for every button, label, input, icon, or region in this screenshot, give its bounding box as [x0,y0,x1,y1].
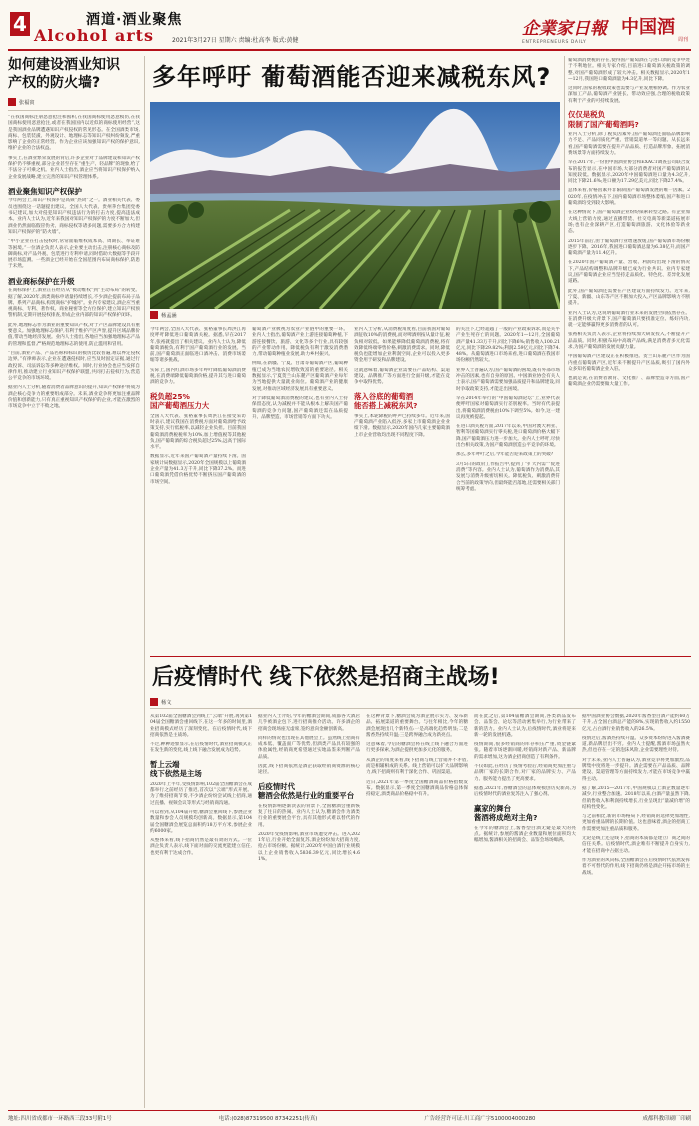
article1-col1 [150,327,246,652]
article-para: 作为酒业的风向标,全国糖酒会在后疫情时代依然发挥着不可替代的作用,线下招商仍将是酒企开拓市场的主战场。 [582,857,690,876]
page-number: 4 [13,12,27,36]
paper-logo [522,14,616,44]
article-para: 早在2014年举行的“中国葡萄酒论坛”上,业界代表便呼吁国家对葡萄酒实行差别税率。当时有代表提出,将葡萄酒消费税由10%下调至5%。如今,这一建议再度被提起。 [456,395,560,420]
article-para: 2020年受疫情影响,酒业市场遭受冲击。进入2021年后,行业开始全面复苏,酒企纷纷加大招商力度,抢占市场份额。据统计,2020年中国白酒行业规模以上企业销售收入5836.39亿元,同比增长4.61%。 [258,831,360,863]
sidebar-para: 事实上,在酒业繁荣发展的背后,许多企业对于品牌建设和知识产权保护仍不够重视,部分企业甚至存在“重生产、轻品牌”的现象,给了不法分子可乘之机。业内人士指出,酒企应当将知识产权保护纳入企业发展战略,建立完善的知识产权管理体系。 [8,155,140,180]
right-subheading: 仅仅是税负 限制了国产葡萄酒吗? [568,110,639,129]
article-para: 业内人士分析,从消费税角度看,目前我国对葡萄酒征收10%的消费税,而对啤酒则按从量计征,税负相对较低。如果能够降低葡萄酒消费税,将有效降低终端零售价格,刺激消费需求。同时,降低税负也能增加企业利润空间,企业可以投入更多资金用于研发和品牌建设。 [354,327,450,364]
article-para: 在2020年国产葡萄酒产量、营收、利润均出现下滑的情况下,产品结构调整和品牌升级已成为行业共识。业内专家建议,国产葡萄酒企业应当坚持走品质化、特色化、差异化发展道路。 [568,260,690,285]
article-para: 的关注下,已经超越了一般的产业政策诉求,而是关乎产业生死存亡的问题。2020年1—12月,全国葡萄酒产量41.33万千升,同比下降6%;销售收入100.21亿元,同比下降29.82%;利润2.59亿元,同比下降74.48%。从葡萄酒进口市场来看,进口葡萄酒在我国市场份额仍然较大。 [456,327,560,364]
article-para: 3月5日的政府工作报告中,提到了“扩大内需”“促进消费”等内容。业内人士认为,葡萄酒作为消费品,其发展与消费升级密切相关。降低税负、刺激消费符合当前的政策导向,但最终能否落地,还需要相关部门统筹考虑。 [456,461,560,492]
article-para: 与之前相比,新的市场格局下,经销商的选择更加理性,更加看重品牌的长期价值。这也意味着,酒企的招商工作需要更加注重品质和服务。 [582,814,690,832]
byline-rule [150,321,560,322]
article-para: 2020年上半年,受疫情影响,102届全国糖酒会在成都举行之前经历了推迟,首次以“云端”形式开展。为了维持招商节奏,不少酒企纷纷尝试线上招商,通过直播、视频会议等形式与经销商沟通。 [150,781,252,806]
footer-phone: 电话:(028)87319500 87342251(传真) [218,1115,318,1122]
article-para: 例如,在新疆、宁夏、甘肃等葡萄酒产区,葡萄种植已成为当地农民增收致富的重要途径。相关数据显示,宁夏贺兰山东麓产区葡萄酒产业每年为当地提供大量就业岗位。葡萄酒产业的健康发展,对推动区域经济发展具有重要意义。 [252,361,348,392]
sidebar-para: “中小企业在打击侵权时,常常面临维权成本高、周期长、举证难等困境。”一位酒企负责人表示,企业要主动出击,注册核心商标及防御商标,对产品外观、包装进行专利申请,同时借助大数据等手段开展市场监测。一些酒企已经开始在全国范围内布局商标保护,防患于未然。 [8,239,140,270]
masthead-rule [8,49,691,51]
footer-address: 地址:四川省成都市一环路西三段33号附1号 [8,1115,112,1122]
byline-marker-icon [150,698,158,706]
article2-subheading: 赢家的舞台 酱酒将成绝对主角? [474,803,538,823]
sidebar-heading: 酒业聚焦知识产权保护 [8,186,82,196]
article-para: 因此,线下招商依然是酒企获取经销商资源的核心途径。 [258,764,360,776]
article2-subheading: 后疫情时代 糖酒会依然是行业的重要平台 [258,781,355,801]
article2-author: 杨文 [161,699,172,706]
article-para: 也就是说,在消费者教育、文化推广、品牌塑造等方面,国产葡萄酒企业仍需要做大量工作。 [568,376,690,388]
article-para: 这就意味着,葡萄酒企业需要在产品结构、渠道建设、品牌推广等方面进行全面升级,才能在竞争中取得优势。 [354,367,450,386]
article1-col2 [252,327,348,652]
article1-col3 [354,327,450,652]
column-rule [144,56,145,1108]
sidebar-para: 此外,地理标志作为酒业的重要知识产权,对于产区品牌建设具有重要意义。加强地理标志保护,有利于维护产区声誉,提升区域品牌价值,带动当地经济发展。业内人士指出,各地应当加强地理标志产品的管理和监督,严格规范地理标志的使用,防止滥用和冒用。 [8,322,140,347]
article-para: 不过,种种迹象显示,在后疫情时代,酒业招商模式正在发生新的变化,线上线下融合发展成为趋势。 [150,742,252,754]
article2-col3 [366,714,468,1106]
article-para: 从第102届全国糖酒会到线上“云端”开展,再到第104届全国糖酒会重回线下,在这一年多的时间里,酒业招商模式经历了深刻变化。在后疫情时代,线下招商依然是主战场。 [150,714,252,738]
byline-rule [150,708,691,709]
article-para: 近日,2021年第一季度全国糖酒商品价格指数发布。数据显示,第一季度全国糖酒商品价格总体保持稳定,酒类商品价格稳中有升。 [366,779,468,798]
article-para: 张裕相关负责人表示,企业将持续加大研发投入,不断提升产品品质。同时,积极布局中高端产品线,满足消费者多元化需求,为国产葡萄酒的发展贡献力量。 [568,332,690,350]
sidebar-para: “目前,酒业产品、产品名称和标识的模仿比较普遍,难以界定侵权边界。”有律师表示,企业在遭遇侵权时,应当及时固定证据,通过行政投诉、司法诉讼等多种途径维权。同时,行业协会也应当发挥自律作用,推动建立行业知识产权保护联盟,共同打击侵权行为,营造公平竞争的市场环境。 [8,350,140,382]
section-name-en: Alcohol arts [34,26,155,45]
headline-2: 后疫情时代 线下依然是招商主战场! [152,665,500,690]
article-para: 可以看到,从104届开始,糖酒会重回线下,参展企业数量和参会人员规模均创新高。数据显示,第104届全国糖酒会展览总面积约18万平方米,参展企业约6000家。 [150,809,252,834]
article-para: 对于降低葡萄酒消费税的建议,也有业内人士持保留态度,认为减税并不能从根本上解决国产葡萄酒的竞争力问题,国产葡萄酒还需在品质提升、品牌塑造、市场营销等方面下功夫。 [252,395,348,420]
article-para: 实际上,国内红酒市场多年呼吁降低葡萄酒消费税,在消费端降低葡萄酒价格,提升其与进口葡萄酒的竞争力。 [150,367,246,386]
masthead [0,0,699,52]
article1-col4 [456,327,560,652]
vineyard-image [150,102,560,309]
article-para: 在疫情影响逐渐淡去的背景下,全国糖酒会重新恢复了往日的热闹。业内人士认为,糖酒会作为酒类行业的重要展会平台,具有其他形式难以替代的作用。 [258,803,360,828]
section-rule [150,656,691,657]
article-para: 对于未来,业内人士普遍认为,酒业竞争将更加激烈,品牌集中度将进一步提升。酒企需要在产品品质、品牌建设、渠道管理等方面持续发力,才能在市场竞争中赢得主动。 [582,757,690,782]
article-para: 这意味着,今后的糖酒会将在线上线下融合方面进行更多探索,为酒企提供更加多元化的服务。 [366,742,468,754]
article2-byline [150,698,171,706]
article2-col2 [258,714,360,1106]
sidebar [8,56,140,1106]
sidebar-byline [8,98,140,106]
right-column [568,58,690,654]
section-name: 酒道·酒业聚焦 [86,12,183,28]
article-para: 无论是线上还是线下,招商的本质都是建立厂商之间的信任关系。后疫情时代,酒企唯有不断提升自身实力,才能在招商中占据主动。 [582,836,690,854]
sidebar-para: 据业内人士分析,随着消费者品牌意识的提升,知识产权保护将成为酒企核心竞争力的重要组成部分。未来,酒业竞争将更加注重品牌价值和创新能力,只有真正重视知识产权保护的企业,才能在激烈的市场竞争中立于不败之地。 [8,385,140,410]
article-para: 同样的情况也出现在其他展会上。虽然线上招商有成本低、覆盖面广等优势,但酒类产品具有较强的体验属性,经销商更希望通过实地品鉴来判断产品品质。 [258,735,360,760]
article-para: 不仅如此,在经历了疫情考验后,经销商更加注重与品牌厂家的长期合作,对厂家的品牌实力、产品力、服务能力提出了更高要求。 [474,764,576,782]
column-rule [564,56,565,656]
article-para: 葡萄酒消费税的存在,使得国产葡萄酒在与进口酒的竞争中处于不利地位。相关专家介绍,目前进口葡萄酒关税政策的调整,对国产葡萄酒形成了较大冲击。相关数据显示,2020年1—12月,我国进口葡萄酒量为4.3亿升,同比下降。 [568,58,690,82]
article2-col1 [150,714,252,1106]
article-para: 在这种背景下,糖酒会成为酒企展示实力、发布新品、拓展渠道的重要舞台。与往年相比,今年的糖酒会展现出几个新特点:一是高端化趋势明显;二是酱香热持续升温;三是跨界融合成为新亮点。 [366,714,468,738]
article-para: 在进口酒关税方面,2017年以来,中国对澳大利亚、智利等国葡萄酒实行零关税,进口葡萄酒价格大幅下降,国产葡萄酒压力进一步加大。业内人士呼吁,尽快出台相关政策,为国产葡萄酒创造公平竞争的环境。 [456,424,560,449]
article-para: 数据显示,近年来国产葡萄酒产量持续下滑。国家统计局数据显示,2020年全国规模以上葡萄酒企业产量为41.3万千升,同比下降37.2%。而进口葡萄酒凭借价格优势不断挤压国产葡萄酒的市场空间。 [150,454,246,485]
article-para: 早在2017年,一份由中国酒业协会和EXACT调查公司联合发布的报告显示,在中国市场,大部分消费者对国产葡萄酒的认知度较低。数据显示,2020年中国葡萄酒进口量为4.3亿升,同比下降21.6%;进口额为17.29亿美元,同比下降27.4%。 [568,160,690,185]
footer-printer: 成都科教印刷厂印刷 [642,1115,691,1122]
sidebar-divider [8,110,140,111]
paper-name-en: ENTREPRENEURS DAILY [522,40,587,45]
article2-col4 [474,714,576,1106]
vineyard-photo [150,102,560,309]
article-para: 葡萄酒产业被视为农业产业链中的重要一环。业内人士指出,葡萄酒产业上游连接葡萄种植,下游连接餐饮、旅游、文化等多个行业,具有较强的产业带动作用。降低税负有利于激发消费潜力,带动葡萄种植业发展,助力乡村振兴。 [252,327,348,358]
article-para: 2015年前后,由于葡萄酒行业增速放缓,国产葡萄酒市场份额逐步下降。2016年,我国进口葡萄酒总量为6.38亿升,而国产葡萄酒产量为11.4亿升。 [568,238,690,257]
article-para: 据了解,2015—2017年,中国规模以上酒企数量逐年减少,行业整合加速。2018年以来,白酒产量虽然下降,但销售收入和利润持续增长,行业呈现出“量减价增”的结构性变化。 [582,785,690,810]
article-para: 疫情过后,酱酒热持续升温。众多资本纷纷进入酱酒赛道,新品牌层出不穷。业内人士提醒,酱酒市场虽然火热,但也存在一定的泡沫风险,企业需要理性对待。 [582,735,690,754]
article1-author: 杨孟涵 [161,312,177,319]
article1-subheading: 落入谷底的葡萄酒 能否搭上减税东风? [354,391,418,411]
article2-subheading: 暂上云端 线下依然是主场 [150,759,202,779]
article-para: 今年两会,全国人大代表、张裕董事长周洪江再度呼吁降低进口葡萄酒关税。据悉,早在2017年,张裕就提出了相关建议。业内人士认为,降低葡萄酒税负,有利于国产葡萄酒行业的发展。当前,国产葡萄酒正面临进口酒冲击、消费市场萎缩等诸多挑战。 [150,327,246,364]
sidebar-title: 如何建设酒业知识产权的防火墙? [8,57,120,91]
article-para: 事实上,本轮降税的呼声已持续多年。近年来,国产葡萄酒产业陷入低谷,多家上市葡萄酒企业业绩下滑。数据显示,2020年国内几家主要葡萄酒上市企业营收均出现不同程度下降。 [354,413,450,438]
article-para: 据业内人士介绍,今年的糖酒会期间,成都各大酒店几乎被酒企包下,进行招商推介活动。许多酒企的招商会现场座无虚席,签约意向金额创新高。 [258,714,360,732]
sidebar-para: 今年两会上,知识产权保护是高频“热词”之一。酒业相关代表、委员也围绕这一话题提出建议。全国人大代表、贵州茅台集团党委书记建议,加大对侵犯知识产权违法行为的打击力度,提高违法成本。业内人士认为,近年来我国对知识产权保护的力度不断加大,但酒业仍然面临假冒伪劣、商标侵权等诸多问题,需要多方合力构建知识产权保护的“防火墙”。 [8,198,140,235]
article-para: 全国人大代表、张裕董事长周洪江在接受采访时表示,建议我国在消费税方面对葡萄酒给予政策支持,实行低税率,以减轻企业负担。目前我国葡萄酒消费税税率为10%,加上增值税等其他税负,国产葡萄酒的综合税负超过25%,远高于国际水平。 [150,413,246,451]
article-para: 业内人士认为,这说明葡萄酒行业未来的发展空间依然存在。在消费升级大背景下,国产葡萄酒只要找准定位、练好内功,就一定能够赢得更多消费者的认可。 [568,310,690,329]
article-para: 业内人士分析,除了税负因素外,国产葡萄酒还面临品牌影响力不足、产品同质化严重、营销渠道单一等问题。从长远来看,国产葡萄酒需要在提升产品品质、打造品牌形象、拓展消费场景等方面持续发力。 [568,132,690,156]
article1-byline [150,311,177,319]
article-para: 业界人士普遍认为,国产葡萄酒的困境,既有外部市场冲击的因素,也有自身的原因。中国酒业协会有关人士表示,国产葡萄酒需要加强品质提升和品牌建设,同时争取政策支持,才能走出困境。 [456,367,560,392]
article-para: 在今年的糖酒会上,酱香型白酒无疑是最大的亮点。据统计,参展的酱酒企业数量和展位面积均大幅增加,酱酒相关的招商会、品鉴会场场爆满。 [474,825,576,844]
headline-1: 多年呼吁 葡萄酒能否迎来减税东风? [152,63,552,91]
byline-marker-icon [150,311,158,319]
footer [8,1110,691,1122]
sidebar-heading: 酒业商标保护在升级 [8,276,75,286]
article-para: 据中国酒业协会数据,2020年酱香型白酒产能约60万千升,占全国白酒总产能的8%,实现销售收入约1550亿元,占白酒行业销售收入的26.5%。 [582,714,690,732]
article-para: 总体来看,价格因素并非限制国产葡萄酒发展的唯一因素。2020年,在疫情冲击下,国内葡萄酒市场整体萎缩,国产和进口葡萄酒均受到较大影响。 [568,188,690,207]
partner-tag: 周刊 [678,37,689,43]
article-para: 而在此之后,第104届糖酒会期间,各类新品发布会、品鉴会、论坛等活动密集举行,为行业带来了新的活力。业内人士认为,后疫情时代,酒业将迎来新一轮的发展机遇。 [474,714,576,738]
footer-license: 广告经营许可证:川工商广字5100004000280 [424,1115,536,1122]
article-para: 此外,国产葡萄酒还需要在产区建设方面持续发力。近年来,宁夏、新疆、山东等产区不断加大投入,产区品牌影响力不断提升。 [568,288,690,307]
page-number-badge [10,12,30,36]
article-para: 从酒企的角度来看,线下招商与线上营销并不矛盾,而是相辅相成的关系。线上营销可以扩大品牌影响力,线下招商则有利于深化合作、巩固渠道。 [366,757,468,776]
sidebar-para: “在我国商标注册恶意抢注和囤积,在我国商标使用恶意模仿,在我国商标使用恶意抢注,或者在我国国内以近似的商标使用经营”,这是我国酒业品牌遭遇知识产权侵权的常见形态。在全国酒类市场,商标、包装装潢、外观设计、地理标志等知识产权纠纷频发,严重影响了企业的正常经营。作为企业应该加强知识产权的保护意识,维护企业的合法权益。 [8,115,140,152]
paper-name: 企業家日報 [522,19,607,39]
article-para: 据悉,2021年,春糖酒会的总体规模创历史新高,为后疫情时代的酒业复苏注入了强心剂。 [474,785,576,798]
sidebar-author: 张福寅 [19,99,35,106]
date-line: 2021年3月27日 星期六 责编:杜高李 版式:黄健 [172,37,299,44]
partner-logo: 中国酒 [621,17,675,38]
byline-marker-icon [8,98,16,106]
article-para: 那么,多年呼吁之后,今年能否迎来政策上的突破? [456,452,554,458]
article1-subheading: 税负超25% 国产葡萄酒压力大 [150,391,210,411]
article-para: 疫情期间,很多经销商的库存积压严重,资金链紧张。随着市场逐渐回暖,经销商对新产品、新品牌的需求增加,这为酒企招商创造了有利条件。 [474,742,576,760]
article-para: 这同时,国家的税收政策也需要与产业发展相协调。作为农业深加工产品,葡萄酒产业链长、带动效应强,合理的税收政策有利于产业的可持续发展。 [568,86,690,104]
sidebar-para: 在商标保护上,酒业正在经历从“被动维权”到“主动布局”的转变。据了解,2020年,酒类商标申请量持续增长,不少酒企提前布局子品牌、系列产品商标,构筑商标“护城河”。业内专家建议,酒企应当重视商标、专利、著作权、商业秘密等全方位保护,建立知识产权预警机制,定期开展侵权排查,形成企业内部的知识产权保护闭环。 [8,288,140,319]
article2-col5 [582,714,690,1106]
article-para: 从整体来看,线下招商仍然是最有效的方式。一位酒企负责人表示,线下面对面的交流更能建立信任,也更有利于达成合作。 [150,838,252,856]
article-para: 中国葡萄酒产区建设正在积极推进。贺兰山东麓产区作为国内重点葡萄酒产区,近年来不断提升产区品质,吸引了国内外众多知名葡萄酒企业入驻。 [568,354,690,372]
article-para: 在这种情况下,国产葡萄酒企业纷纷探索转型之路。有企业加大线上营销力度,通过直播带货、社交电商等新渠道拓展市场;也有企业深耕产区,打造葡萄酒旅游、文化体验等新业态。 [568,210,690,235]
